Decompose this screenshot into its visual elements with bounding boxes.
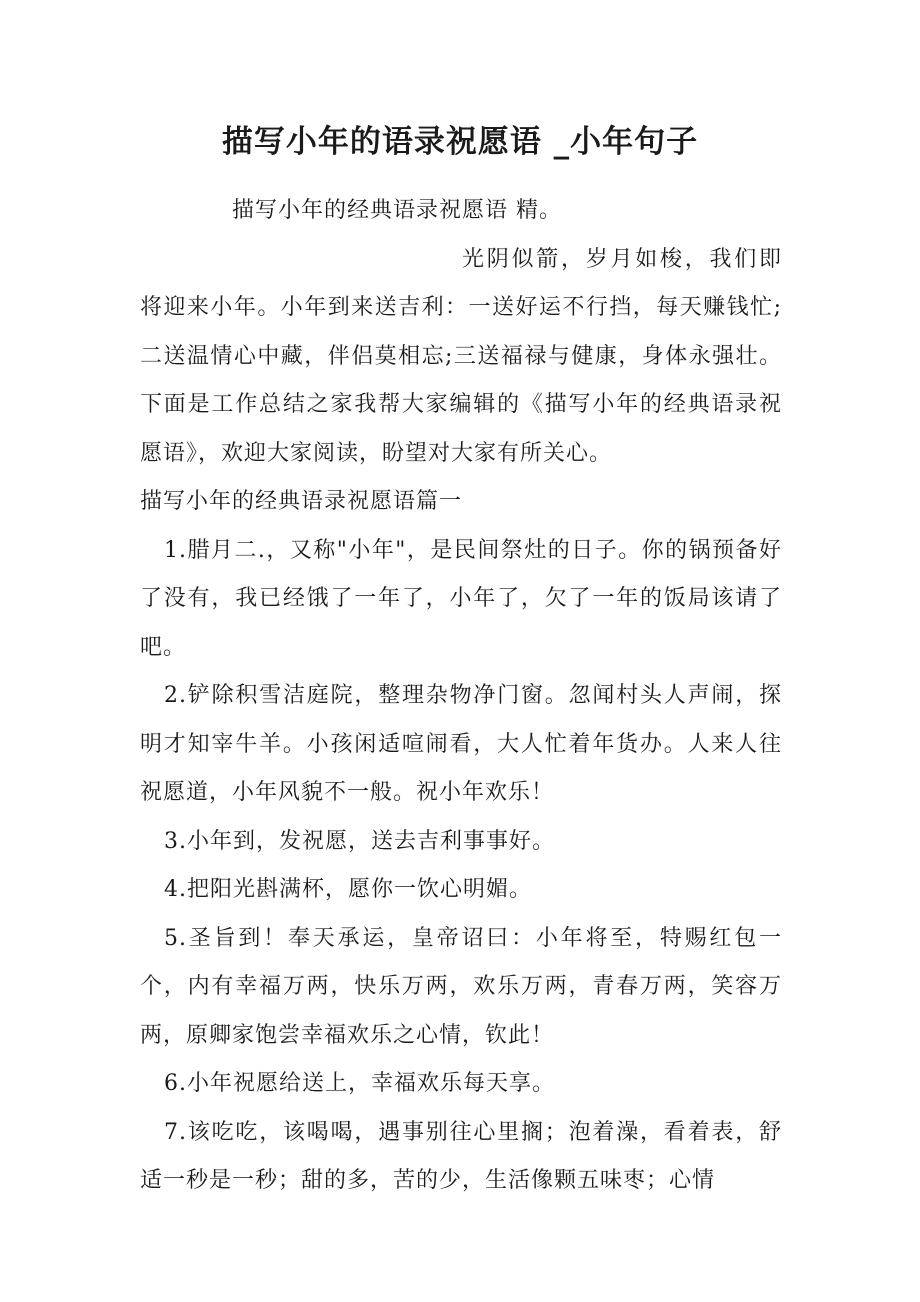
list-item: 6.小年祝愿给送上，幸福欢乐每天享。: [164, 1071, 555, 1096]
list-item: 5.圣旨到！奉天承运，皇帝诏曰：小年将至，特赐红包一个，内有幸福万两，快乐万两，欢乐万两，青春万两，笑容万两，原卿家饱尝幸福欢乐之心情，钦此！: [140, 925, 782, 1048]
document-subtitle: 描写小年的经典语录祝愿语 精。: [232, 198, 562, 223]
list-item: 4.把阳光斟满杯，愿你一饮心明媚。: [164, 877, 532, 902]
list-item: 3.小年到，发祝愿，送去吉利事事好。: [164, 828, 555, 854]
list-item: 7.该吃吃，该喝喝，遇事别往心里搁；泡着澡，看着表，舒适一秒是一秒；甜的多，苦的少，生活像颗五味枣；心情: [140, 1119, 782, 1193]
document-title: 描写小年的语录祝愿语 _小年句子: [221, 124, 699, 160]
intro-paragraph: 光阴似箭，岁月如梭，我们即将迎来小年。小年到来送吉利：一送好运不行挡，每天赚钱忙;二送温情心中藏，伴侣莫相忘;三送福禄与健康，身体永强壮。下面是工作总结之家我帮大家编辑的《描写小年的经典语录祝愿语》，欢迎大家阅读，盼望对大家有所关心。: [140, 246, 782, 466]
list-item: 1.腊月二.，又称"小年"，是民间祭灶的日子。你的锅预备好了没有，我已经饿了一年了，小年了，欠了一年的饭局该请了吧。: [140, 537, 782, 660]
list-item: 2.铲除积雪洁庭院，整理杂物净门窗。忽闻村头人声闹，探明才知宰牛羊。小孩闲适喧闹看，大人忙着年货办。人来人往祝愿道，小年风貌不一般。祝小年欢乐！: [140, 683, 782, 805]
section-heading: 描写小年的经典语录祝愿语篇一: [140, 489, 463, 514]
document-body: [140, 187, 782, 1206]
